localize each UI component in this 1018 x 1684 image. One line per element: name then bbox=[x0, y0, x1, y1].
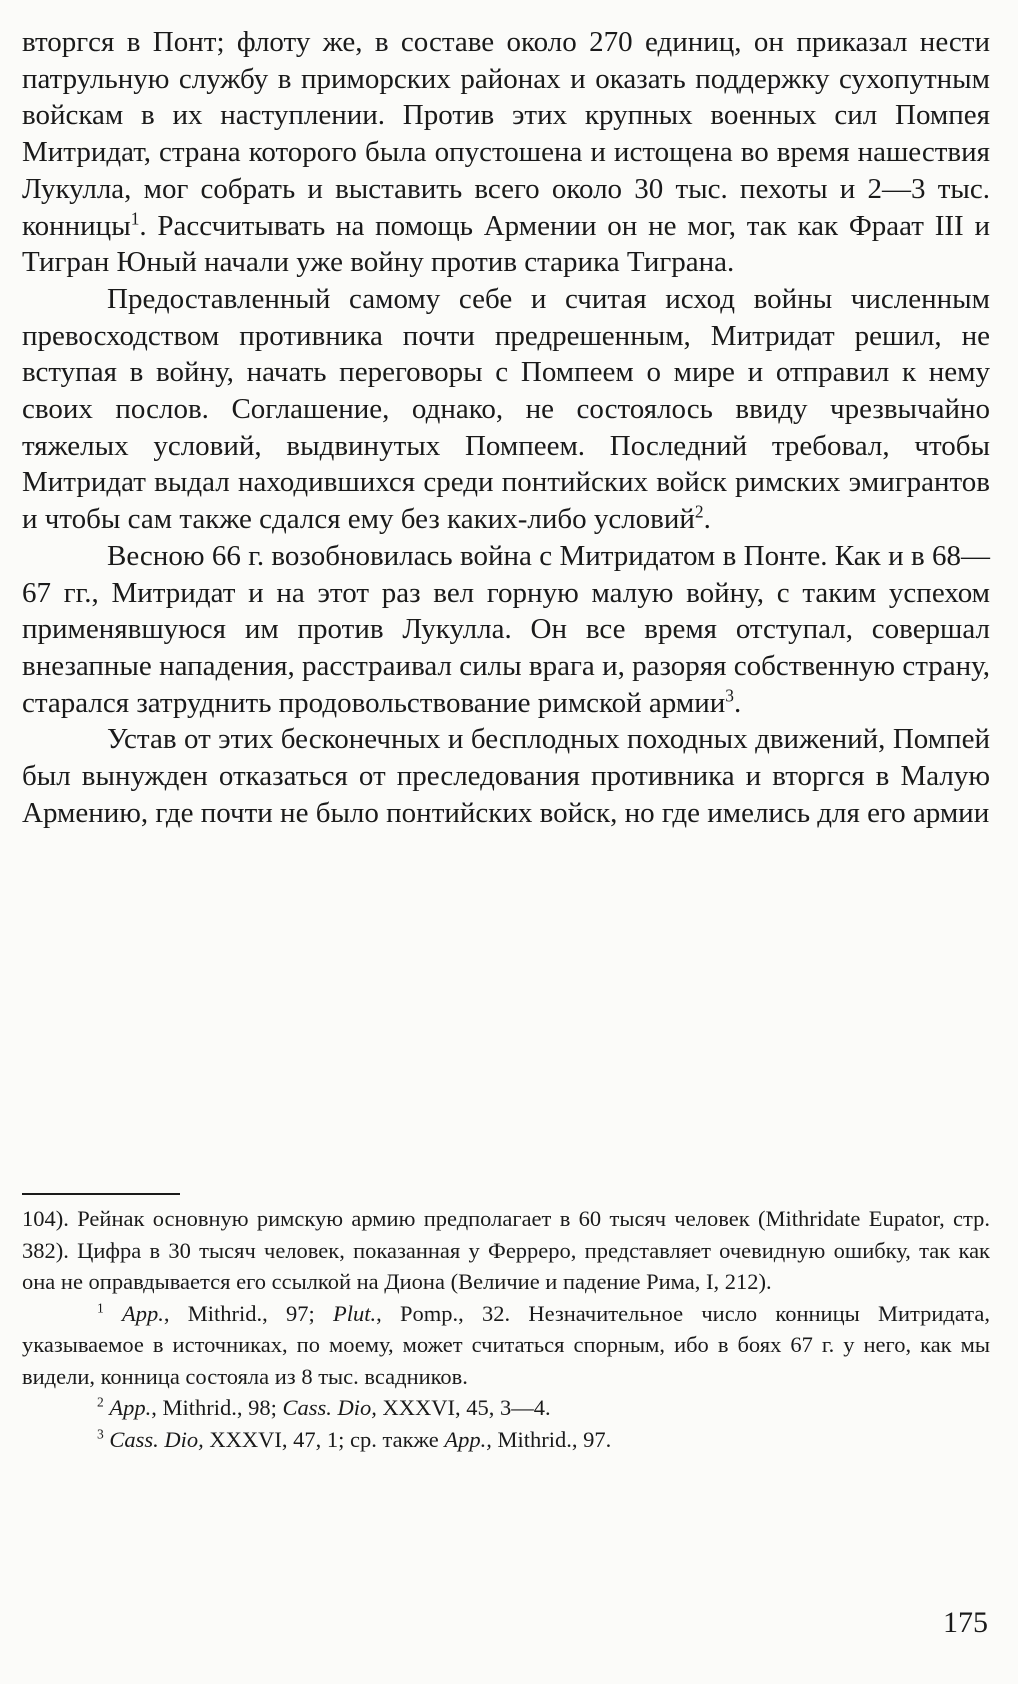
paragraph-4: Устав от этих бесконечных и бесплодных походных движений, Помпей был вынужден отказаться от преследования противника и вторгся в Малую Армению, где почти не было понтийских войск, но где имелись для его армии bbox=[22, 723, 990, 829]
footnote-ref-3: 3 bbox=[725, 685, 734, 705]
paragraph-2: Предоставленный самому себе и считая исход войны численным превосходством противника почти предрешенным, Митридат решил, не вступая в войну, начать переговоры с Помпеем о мире и отправил к нему своих послов. Соглашение, однако, не состоялось ввиду чрезвычайно тяжелых условий, выдвинутых Помпеем. Последний требовал, чтобы Митридат выдал находившихся среди понтийских войск римских эмигрантов и чтобы сам также сдался ему без каких-либо условий$^2$. bbox=[22, 282, 990, 536]
footnotes bbox=[22, 1203, 990, 1455]
page-number: 175 bbox=[943, 1606, 988, 1639]
footnote-2: $^2$ App., Mithrid., 98; Cass. Dio, XXXVI, 45, 3—4. bbox=[97, 1394, 551, 1420]
main-text bbox=[22, 24, 990, 831]
footnote-3: $^3$ Cass. Dio, XXXVI, 47, 1; ср. также App., Mithrid., 97. bbox=[97, 1426, 612, 1452]
footnote-1: $^1$ App., Mithrid., 97; Plut., Pomp., 32. Незначительное число конницы Митридата, указываемое в источниках, по моему, может считаться спорным, ибо в боях 67 г. у него, как мы видели, конница состояла из 8 тыс. всадников. bbox=[22, 1300, 991, 1389]
footnote-ref-1: 1 bbox=[130, 207, 140, 228]
paragraph-1: вторгся в Понт; флоту же, в составе около 270 единиц, он приказал нести патрульную службу в приморских районах и оказать поддержку сухопутным войскам в их наступлении. Против этих крупных военных сил Помпея Митридат, страна которого была опустошена и истощена во время нашествия Лукулла, мог собрать и выставить всего около 30 тыс. пехоты и 2—3 тыс. конницы$^1$. Рассчитывать на помощь Армении он не мог, так как Фраат III и Тигран Юный начали уже войну против старика Тиграна. bbox=[22, 26, 990, 279]
footnote-divider bbox=[22, 1193, 180, 1195]
footnote-ref-2: 2 bbox=[694, 501, 704, 522]
paragraph-3: Весною 66 г. возобновилась война с Митридатом в Понте. Как и в 68—67 гг., Митридат и на этот раз вел горную малую войну, с таким успехом применявшуюся им против Лукулла. Он все время отступал, совершал внезапные нападения, расстраивал силы врага и, разоряя собственную страну, старался затруднить продовольствование римской армии$^3$. bbox=[22, 539, 990, 719]
footnote-continuation: 104). Рейнак основную римскую армию предполагает в 60 тысяч человек (Mithridate Eupator, стр. 382). Цифра в 30 тысяч человек, показанная у Ферреро, представляет очевидную ошибку, так как она не оправдывается его ссылкой на Диона (Величие и падение Рима, I, 212). bbox=[22, 1206, 990, 1294]
